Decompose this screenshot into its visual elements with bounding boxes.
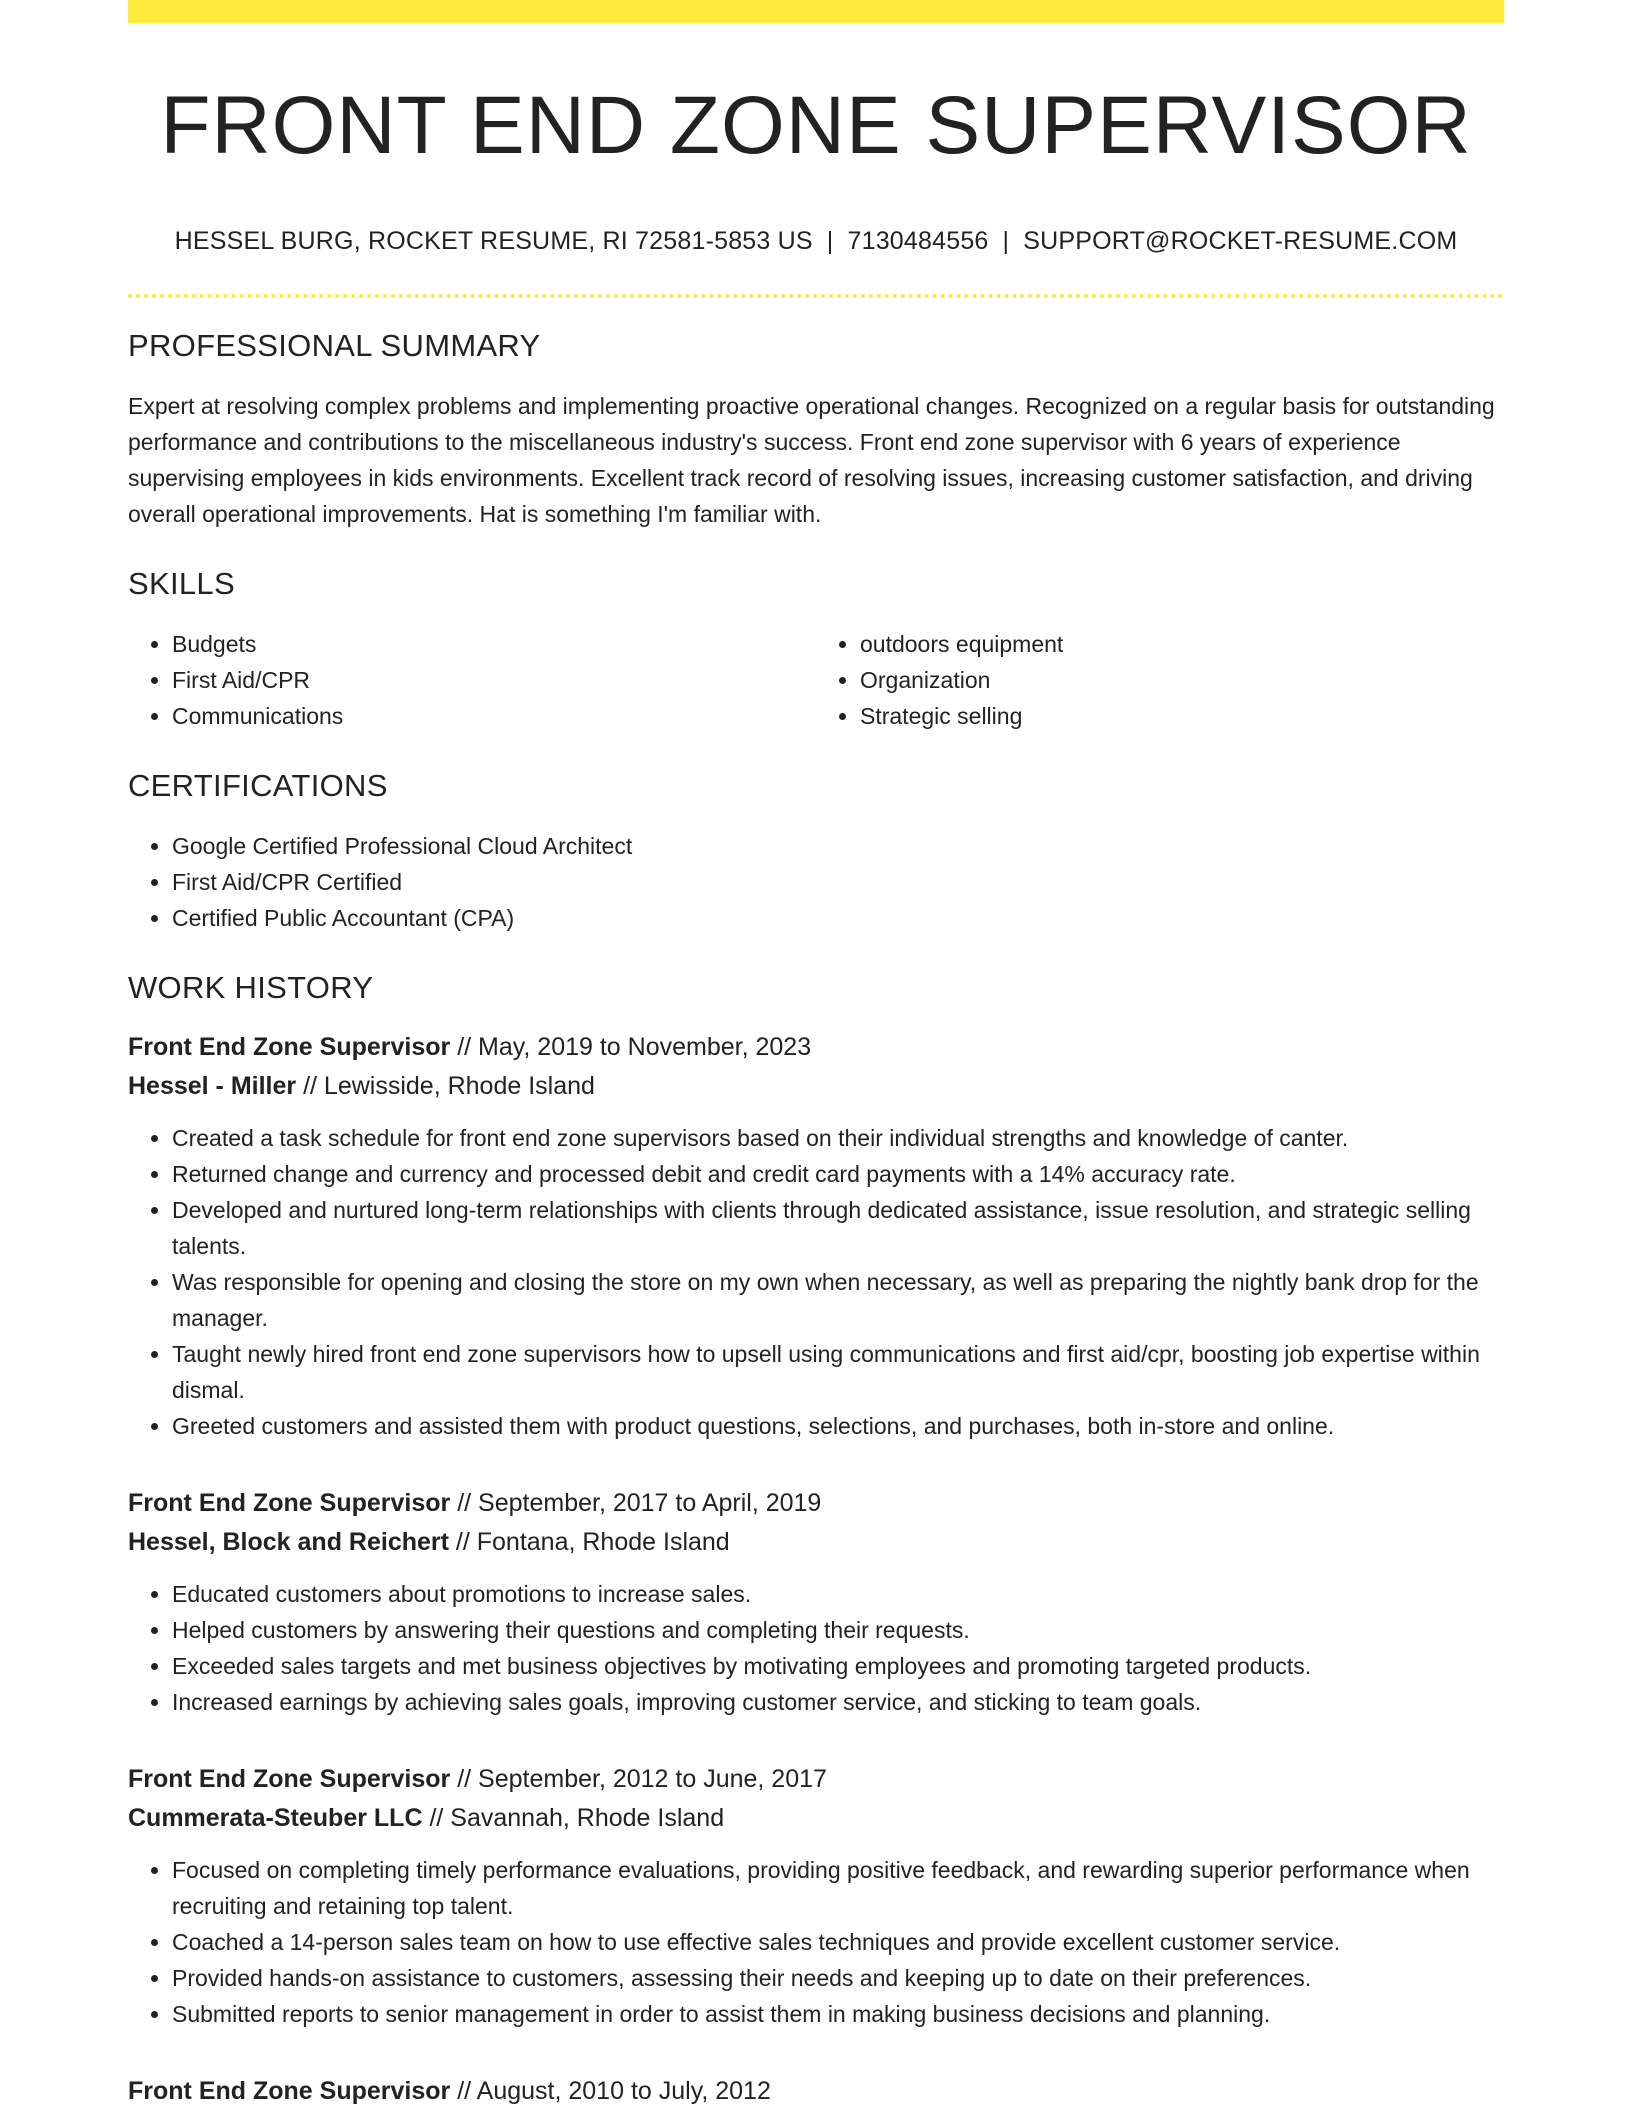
summary-text: Expert at resolving complex problems and implementing proactive operational changes. Recognized on a regular basis for outstanding performance and contributions to the miscellaneous industry's success. Front end zone supervisor with 6 years of experience supervising employees in kids environments. Excellent track record of resolving issues, increasing customer satisfaction, and driving overall operational improvements. Hat is something I'm familiar with. bbox=[128, 393, 1495, 527]
resume-page bbox=[128, 0, 1504, 2111]
job-bullet: • Created a task schedule for front end zone supervisors based on their individual strengths and knowledge of canter. bbox=[172, 1120, 1504, 1156]
job-dates: // May, 2019 to November, 2023 bbox=[450, 1033, 812, 1061]
summary-section bbox=[128, 328, 1504, 532]
job-bullets bbox=[128, 1120, 1504, 1444]
job-title: Front End Zone Supervisor bbox=[128, 2077, 451, 2105]
job-dates: // August, 2010 to July, 2012 bbox=[450, 2077, 771, 2105]
contact-separator: | bbox=[1002, 227, 1010, 255]
job-entry bbox=[128, 2072, 1504, 2111]
skill-item: • Communications bbox=[172, 698, 816, 734]
job-bullet: • Was responsible for opening and closing the store on my own when necessary, as well as preparing the nightly bank drop for the manager. bbox=[172, 1264, 1504, 1336]
job-bullet: • Returned change and currency and processed debit and credit card payments with a 14% accuracy rate. bbox=[172, 1156, 1504, 1192]
job-bullet: • Submitted reports to senior management in order to assist them in making business decisions and planning. bbox=[172, 1996, 1504, 2032]
job-location: // Lewisside, Rhode Island bbox=[296, 1072, 595, 1100]
contact-email: SUPPORT@ROCKET-RESUME.COM bbox=[1023, 227, 1458, 255]
contact-separator: | bbox=[826, 227, 834, 255]
skills-right-list bbox=[816, 626, 1504, 734]
job-company: Hessel - Miller bbox=[128, 1072, 297, 1100]
job-bullet: • Greeted customers and assisted them with product questions, selections, and purchases, both in-store and online. bbox=[172, 1408, 1504, 1444]
job-bullet: • Exceeded sales targets and met business objectives by motivating employees and promoting targeted products. bbox=[172, 1648, 1504, 1684]
certifications-section bbox=[128, 768, 1504, 936]
job-title-line bbox=[128, 2072, 1504, 2111]
job-title: Front End Zone Supervisor bbox=[128, 1765, 451, 1793]
contact-line bbox=[128, 227, 1504, 256]
job-company: Hessel, Block and Reichert bbox=[128, 1528, 449, 1556]
skills-heading: SKILLS bbox=[128, 566, 235, 601]
skill-item: • Budgets bbox=[172, 626, 816, 662]
job-location: // Savannah, Rhode Island bbox=[422, 1804, 725, 1832]
job-title-line bbox=[128, 1028, 1504, 1067]
skills-section bbox=[128, 566, 1504, 734]
job-company-line bbox=[128, 1067, 1504, 1106]
work-history-section bbox=[128, 970, 1504, 2111]
skill-item: • Organization bbox=[860, 662, 1504, 698]
job-company-line bbox=[128, 1523, 1504, 1562]
job-company: Cummerata-Steuber LLC bbox=[128, 1804, 423, 1832]
job-title: Front End Zone Supervisor bbox=[128, 1489, 451, 1517]
job-bullet: • Increased earnings by achieving sales goals, improving customer service, and sticking to team goals. bbox=[172, 1684, 1504, 1720]
job-entry bbox=[128, 1760, 1504, 2032]
contact-phone: 7130484556 bbox=[847, 227, 989, 255]
work-history-heading: WORK HISTORY bbox=[128, 970, 374, 1005]
job-company-line bbox=[128, 1799, 1504, 1838]
top-accent-bar bbox=[128, 0, 1504, 23]
job-dates: // September, 2017 to April, 2019 bbox=[450, 1489, 822, 1517]
page-title: FRONT END ZONE SUPERVISOR bbox=[160, 80, 1472, 171]
job-title-line bbox=[128, 1484, 1504, 1523]
certification-item: • First Aid/CPR Certified bbox=[172, 864, 1504, 900]
job-bullet: • Developed and nurtured long-term relationships with clients through dedicated assistance, issue resolution, and strategic selling talents. bbox=[172, 1192, 1504, 1264]
header-divider bbox=[128, 294, 1504, 298]
skill-item: • Strategic selling bbox=[860, 698, 1504, 734]
certifications-list bbox=[128, 828, 1504, 936]
job-bullets bbox=[128, 1852, 1504, 2032]
job-bullet: • Helped customers by answering their questions and completing their requests. bbox=[172, 1612, 1504, 1648]
contact-address: HESSEL BURG, ROCKET RESUME, RI 72581-5853 US bbox=[174, 227, 813, 255]
job-bullet: • Provided hands-on assistance to customers, assessing their needs and keeping up to date on their preferences. bbox=[172, 1960, 1504, 1996]
job-bullet: • Focused on completing timely performance evaluations, providing positive feedback, and rewarding superior performance when recruiting and retaining top talent. bbox=[172, 1852, 1504, 1924]
job-entry bbox=[128, 1028, 1504, 1444]
job-location: // Fontana, Rhode Island bbox=[448, 1528, 730, 1556]
summary-heading: PROFESSIONAL SUMMARY bbox=[128, 328, 541, 363]
job-bullet: • Educated customers about promotions to increase sales. bbox=[172, 1576, 1504, 1612]
job-entry bbox=[128, 1484, 1504, 1720]
job-dates: // September, 2012 to June, 2017 bbox=[450, 1765, 827, 1793]
certification-item: • Google Certified Professional Cloud Architect bbox=[172, 828, 1504, 864]
job-bullet: • Coached a 14-person sales team on how to use effective sales techniques and provide excellent customer service. bbox=[172, 1924, 1504, 1960]
skills-left-list bbox=[128, 626, 816, 734]
skill-item: • First Aid/CPR bbox=[172, 662, 816, 698]
certification-item: • Certified Public Accountant (CPA) bbox=[172, 900, 1504, 936]
certifications-heading: CERTIFICATIONS bbox=[128, 768, 388, 803]
skill-item: • outdoors equipment bbox=[860, 626, 1504, 662]
skills-columns bbox=[128, 626, 1504, 734]
job-title-line bbox=[128, 1760, 1504, 1799]
job-title: Front End Zone Supervisor bbox=[128, 1033, 451, 1061]
job-bullet: • Taught newly hired front end zone supervisors how to upsell using communications and first aid/cpr, boosting job expertise within dismal. bbox=[172, 1336, 1504, 1408]
job-bullets bbox=[128, 1576, 1504, 1720]
